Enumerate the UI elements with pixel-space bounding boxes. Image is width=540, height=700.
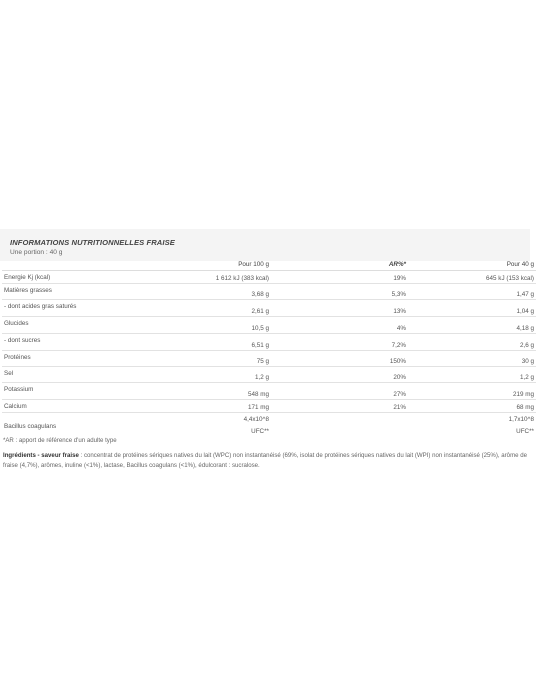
- value-ar: 13%: [271, 300, 408, 317]
- nutrient-name: Matières grasses: [2, 284, 138, 300]
- bacillus-unit-100g: UFC**: [251, 428, 269, 435]
- table-row: [2, 400, 536, 413]
- column-header-ar: AR%*: [271, 261, 408, 271]
- value-ar: 20%: [271, 367, 408, 383]
- table-row: [2, 300, 536, 317]
- table-row: [2, 351, 536, 367]
- value-per-100g: 6,51 g: [138, 334, 271, 351]
- column-header-nutrient: [2, 261, 138, 271]
- serving-size: Une portion : 40 g: [10, 249, 63, 256]
- value-per-40g: 645 kJ (153 kcal): [408, 271, 536, 284]
- value-ar: 27%: [271, 383, 408, 400]
- nutrient-name: Sel: [2, 367, 138, 383]
- table-row: [2, 334, 536, 351]
- table-row: [2, 367, 536, 383]
- value-ar: 4%: [271, 317, 408, 334]
- nutrient-name: Bacillus coagulans: [4, 423, 57, 430]
- table-row: [2, 317, 536, 334]
- value-ar: 150%: [271, 351, 408, 367]
- nutrition-panel: [0, 229, 534, 440]
- value-per-100g: 548 mg: [138, 383, 271, 400]
- value-per-100g: 1,2 g: [138, 367, 271, 383]
- nutrient-name: Calcium: [2, 400, 138, 413]
- value-per-40g: 68 mg: [408, 400, 536, 413]
- value-per-40g: 1,04 g: [408, 300, 536, 317]
- value-per-40g: 219 mg: [408, 383, 536, 400]
- value-per-100g: 171 mg: [138, 400, 271, 413]
- nutrition-header: [0, 229, 530, 261]
- nutrient-name: Glucides: [2, 317, 138, 334]
- column-header-per-40g: Pour 40 g: [408, 261, 536, 271]
- value-ar: 21%: [271, 400, 408, 413]
- nutrient-name: Protéines: [2, 351, 138, 367]
- nutrition-table: [2, 261, 536, 440]
- nutrient-name: - dont sucres: [2, 334, 138, 351]
- bacillus-value-100g: 4,4x10^8: [243, 416, 269, 423]
- nutrient-name: - dont acides gras saturés: [2, 300, 138, 317]
- value-per-100g: 10,5 g: [138, 317, 271, 334]
- value-per-100g: 3,68 g: [138, 284, 271, 300]
- table-header-row: [2, 261, 536, 271]
- value-per-40g: 1,2 g: [408, 367, 536, 383]
- table-row: [2, 284, 536, 300]
- value-per-40g: 1,47 g: [408, 284, 536, 300]
- ingredients-text: : concentrat de protéines sériques natives du lait (WPC) non instantanéisé (69%, isolat de protéines sériques natives du lait (WPI) non instantanéisé (25%), arôme de fraise (4,7%), arômes, inuline (<1%), lactase, Bacillus coagulans (<1%), édulcorant : sucralose.: [3, 452, 528, 469]
- value-per-40g: 30 g: [408, 351, 536, 367]
- ingredients-paragraph: [3, 451, 528, 470]
- column-header-per-100g: Pour 100 g: [138, 261, 271, 271]
- section-title: INFORMATIONS NUTRITIONNELLES FRAISE: [10, 238, 175, 247]
- table-row: [2, 383, 536, 400]
- value-per-100g: 75 g: [138, 351, 271, 367]
- value-per-100g: 1 612 kJ (383 kcal): [138, 271, 271, 284]
- bacillus-unit-40g: UFC**: [516, 428, 534, 435]
- ingredients-label: Ingrédients - saveur fraise: [3, 452, 79, 459]
- footnote: *AR : apport de référence d'un adulte type: [3, 437, 117, 444]
- value-ar: 19%: [271, 271, 408, 284]
- table-row: [2, 271, 536, 284]
- nutrient-name: Energie Kj (kcal): [2, 271, 138, 284]
- value-per-100g: 2,61 g: [138, 300, 271, 317]
- nutrient-name: Potassium: [2, 383, 138, 400]
- value-ar: 5,3%: [271, 284, 408, 300]
- bacillus-value-40g: 1,7x10^8: [508, 416, 534, 423]
- value-per-40g: 4,18 g: [408, 317, 536, 334]
- value-per-40g: 2,6 g: [408, 334, 536, 351]
- value-ar: 7,2%: [271, 334, 408, 351]
